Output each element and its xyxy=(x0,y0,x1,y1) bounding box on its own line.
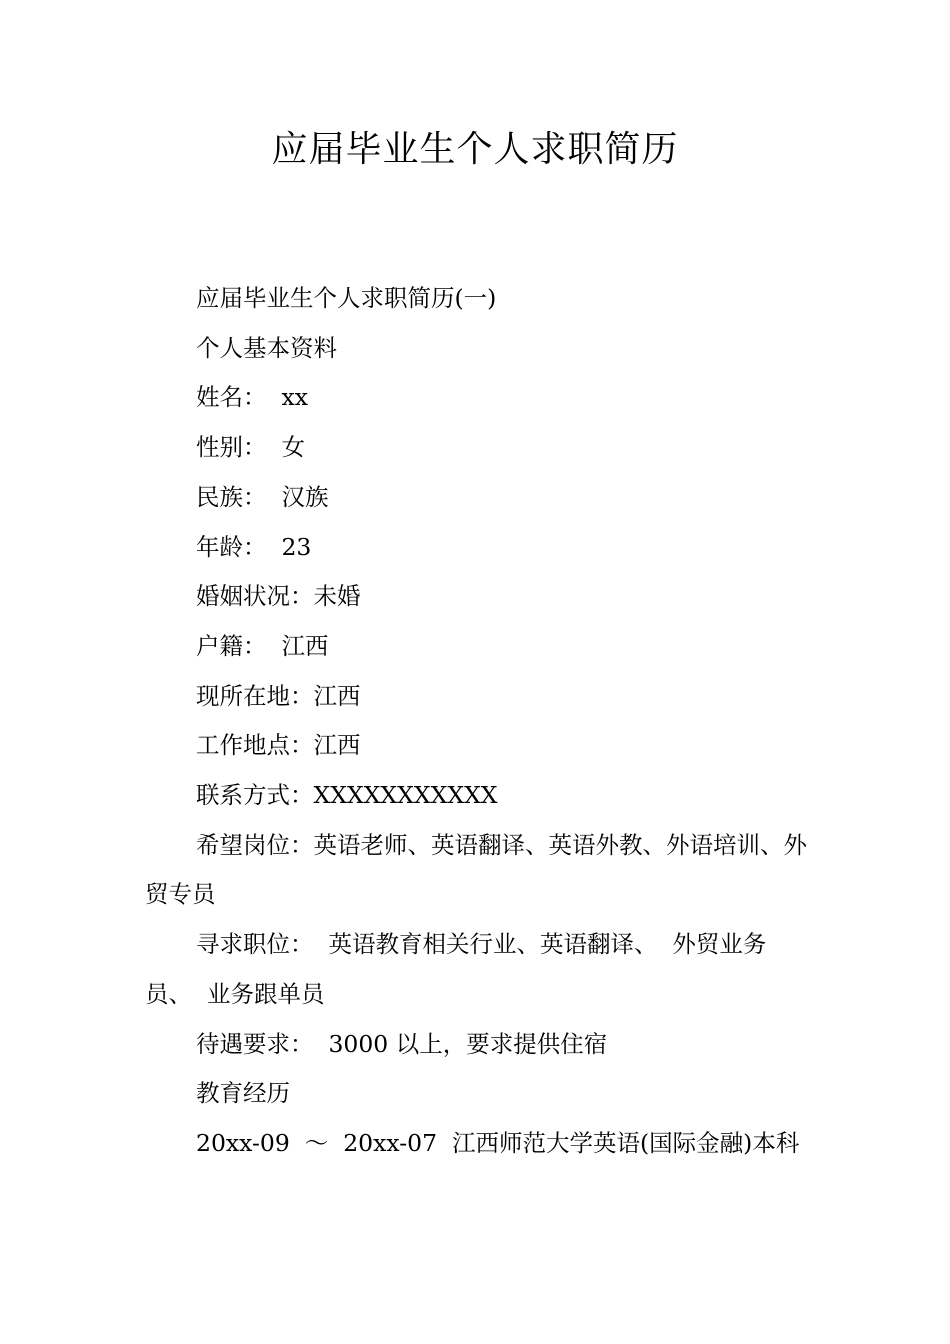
field-name: 姓名： xx xyxy=(196,383,308,412)
field-work-location: 工作地点：江西 xyxy=(196,731,361,760)
field-contact: 联系方式：XXXXXXXXXXX xyxy=(196,781,498,810)
document-title: 应届毕业生个人求职简历 xyxy=(271,129,679,170)
field-household-registration: 户籍： 江西 xyxy=(196,631,329,660)
education-entry: 20xx-09 ～ 20xx-07 江西师范大学英语(国际金融)本科 xyxy=(196,1128,800,1157)
field-ethnicity: 民族： 汉族 xyxy=(196,482,329,511)
section-heading-education: 教育经历 xyxy=(196,1079,290,1108)
field-current-location: 现所在地：江西 xyxy=(196,681,361,710)
section-heading-basic-info: 个人基本资料 xyxy=(196,333,337,362)
section-heading-resume-one: 应届毕业生个人求职简历(一) xyxy=(196,284,497,312)
document-body xyxy=(145,274,810,1169)
field-salary-expectation: 待遇要求： 3000 以上，要求提供住宿 xyxy=(196,1029,608,1058)
field-desired-position: 希望岗位：英语老师、英语翻译、英语外教、外语培训、外贸专员 xyxy=(145,830,807,909)
field-gender: 性别： 女 xyxy=(196,433,305,462)
field-age: 年龄： 23 xyxy=(196,532,312,561)
field-job-sought: 寻求职位： 英语教育相关行业、英语翻译、 外贸业务员、 业务跟单员 xyxy=(145,930,767,1008)
field-marital-status: 婚姻状况：未婚 xyxy=(196,582,361,611)
